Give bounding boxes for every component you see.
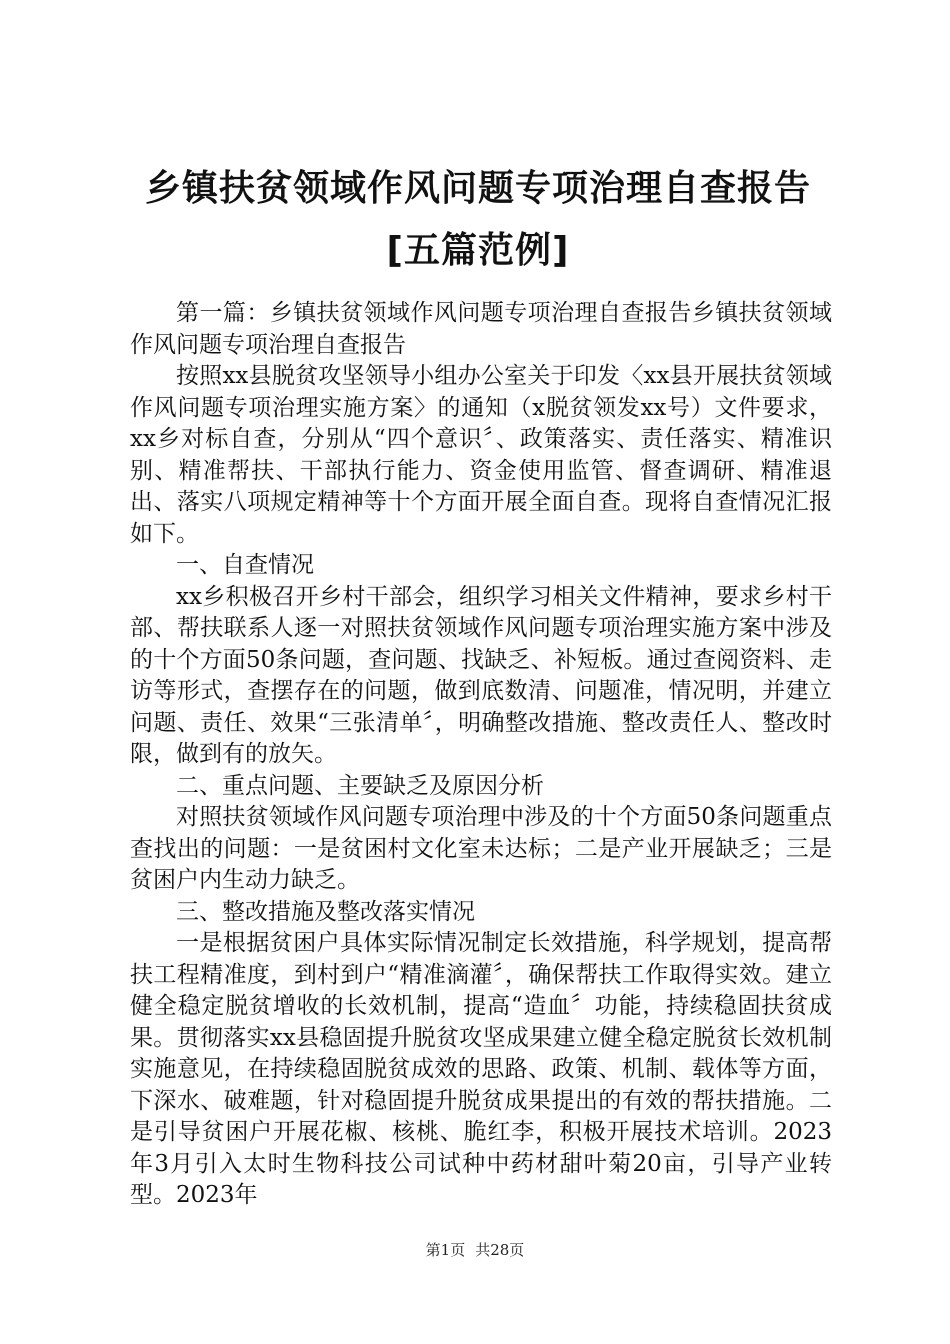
document-body	[130, 298, 832, 1212]
section-heading: 三、整改措施及整改落实情况	[176, 898, 475, 925]
paragraph: 一是根据贫困户具体实际情况制定长效措施，科学规划，提高帮扶工程精准度，到村到户“精准滴灌〞，确保帮扶工作取得实效。建立健全稳定脱贫增收的长效机制，提高“造血〞功能，持续稳固扶贫成果。贯彻落实xx县稳固提升脱贫攻坚成果建立健全稳定脱贫长效机制实施意见，在持续稳固脱贫成效的思路、政策、机制、载体等方面，下深水、破难题，针对稳固提升脱贫成果提出的有效的帮扶措施。二是引导贫困户开展花椒、核桃、脆红李，积极开展技术培训。2023年3月引入太时生物科技公司试种中药材甜叶菊20亩，引导产业转型。2023年	[130, 930, 832, 1208]
paragraph: xx乡积极召开乡村干部会，组织学习相关文件精神，要求乡村干部、帮扶联系人逐一对照扶贫领域作风问题专项治理实施方案中涉及的十个方面50条问题，查问题、找缺乏、补短板。通过查阅资料、走访等形式，查摆存在的问题，做到底数清、问题准，情况明，并建立问题、责任、效果“三张清单〞，明确整改措施、整改责任人、整改时限，做到有的放矢。	[130, 583, 832, 767]
page-total: 共28页	[475, 1241, 525, 1259]
document-title: 乡镇扶贫领域作风问题专项治理自查报告[五篇范例]	[144, 168, 811, 271]
page-footer	[0, 1240, 950, 1260]
section-heading: 二、重点问题、主要缺乏及原因分析	[176, 772, 544, 799]
page-number: 第1页	[425, 1241, 466, 1259]
paragraph: 第一篇：乡镇扶贫领域作风问题专项治理自查报告乡镇扶贫领域作风问题专项治理自查报告	[130, 300, 832, 358]
paragraph: 对照扶贫领域作风问题专项治理中涉及的十个方面50条问题重点查找出的问题：一是贫困村文化室未达标；二是产业开展缺乏；三是贫困户内生动力缺乏。	[130, 804, 832, 893]
section-heading: 一、自查情况	[176, 552, 314, 578]
paragraph: 按照xx县脱贫攻坚领导小组办公室关于印发〈xx县开展扶贫领域作风问题专项治理实施方案〉的通知（x脱贫领发xx号）文件要求，xx乡对标自查，分别从“四个意识〞、政策落实、责任落实、精准识别、精准帮扶、干部执行能力、资金使用监管、督查调研、精准退出、落实八项规定精神等十个方面开展全面自查。现将自查情况汇报如下。	[130, 363, 832, 547]
